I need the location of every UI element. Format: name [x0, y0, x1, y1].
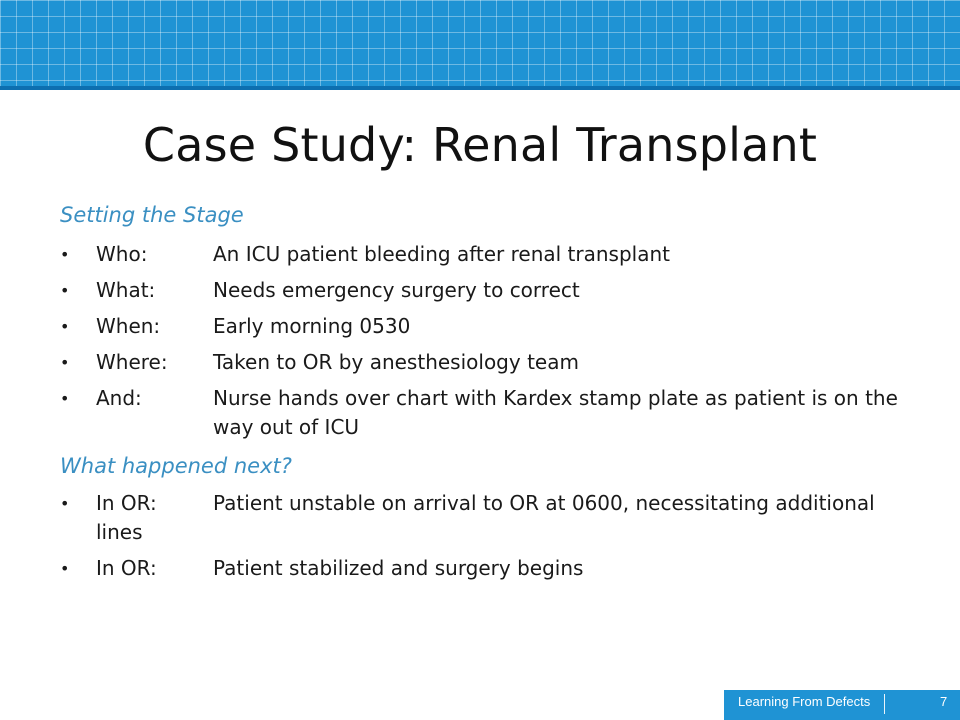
bullet-icon: •	[60, 353, 70, 372]
bullet-list-setting-the-stage	[60, 240, 920, 449]
bullet-icon: •	[60, 317, 70, 336]
slide-title: Case Study: Renal Transplant	[142, 118, 818, 172]
bullet-text: Needs emergency surgery to correct	[213, 278, 580, 302]
bullet-label: Who:	[96, 242, 148, 266]
bullet-text: An ICU patient bleeding after renal transplant	[213, 242, 670, 266]
bullet-label: In OR:	[96, 491, 157, 515]
section-heading-what-happened-next: What happened next?	[60, 454, 292, 478]
bullet-text: Nurse hands over chart with Kardex stamp plate as patient is on the way out of ICU	[213, 386, 898, 439]
bullet-icon: •	[60, 559, 70, 578]
bullet-item-in-or-stabilized	[60, 554, 920, 583]
header-banner-edge	[0, 86, 960, 90]
bullet-icon: •	[60, 494, 70, 513]
bullet-label: When:	[96, 314, 161, 338]
bullet-text: Taken to OR by anesthesiology team	[213, 350, 579, 374]
bullet-icon: •	[60, 281, 70, 300]
footer-divider	[884, 694, 885, 714]
bullet-icon: •	[60, 245, 70, 264]
bullet-item-who	[60, 240, 920, 269]
header-banner	[0, 0, 960, 90]
bullet-label: What:	[96, 278, 156, 302]
bullet-item-when	[60, 312, 920, 341]
bullet-item-and	[60, 384, 920, 442]
section-heading-setting-the-stage: Setting the Stage	[60, 203, 244, 227]
bullet-text: Patient stabilized and surgery begins	[213, 556, 584, 580]
bullet-label: And:	[96, 386, 142, 410]
bullet-label: In OR:	[96, 556, 157, 580]
page-number: 7	[940, 694, 948, 709]
bullet-text: Early morning 0530	[213, 314, 411, 338]
bullet-item-in-or-unstable	[60, 489, 920, 547]
bullet-icon: •	[60, 389, 70, 408]
bullet-item-where	[60, 348, 920, 377]
bullet-list-what-happened-next	[60, 489, 920, 590]
footer-label: Learning From Defects	[738, 694, 871, 709]
bullet-label: Where:	[96, 350, 168, 374]
bullet-text: Patient unstable on arrival to OR at 0600, necessitating additional lines	[96, 491, 875, 544]
bullet-item-what	[60, 276, 920, 305]
